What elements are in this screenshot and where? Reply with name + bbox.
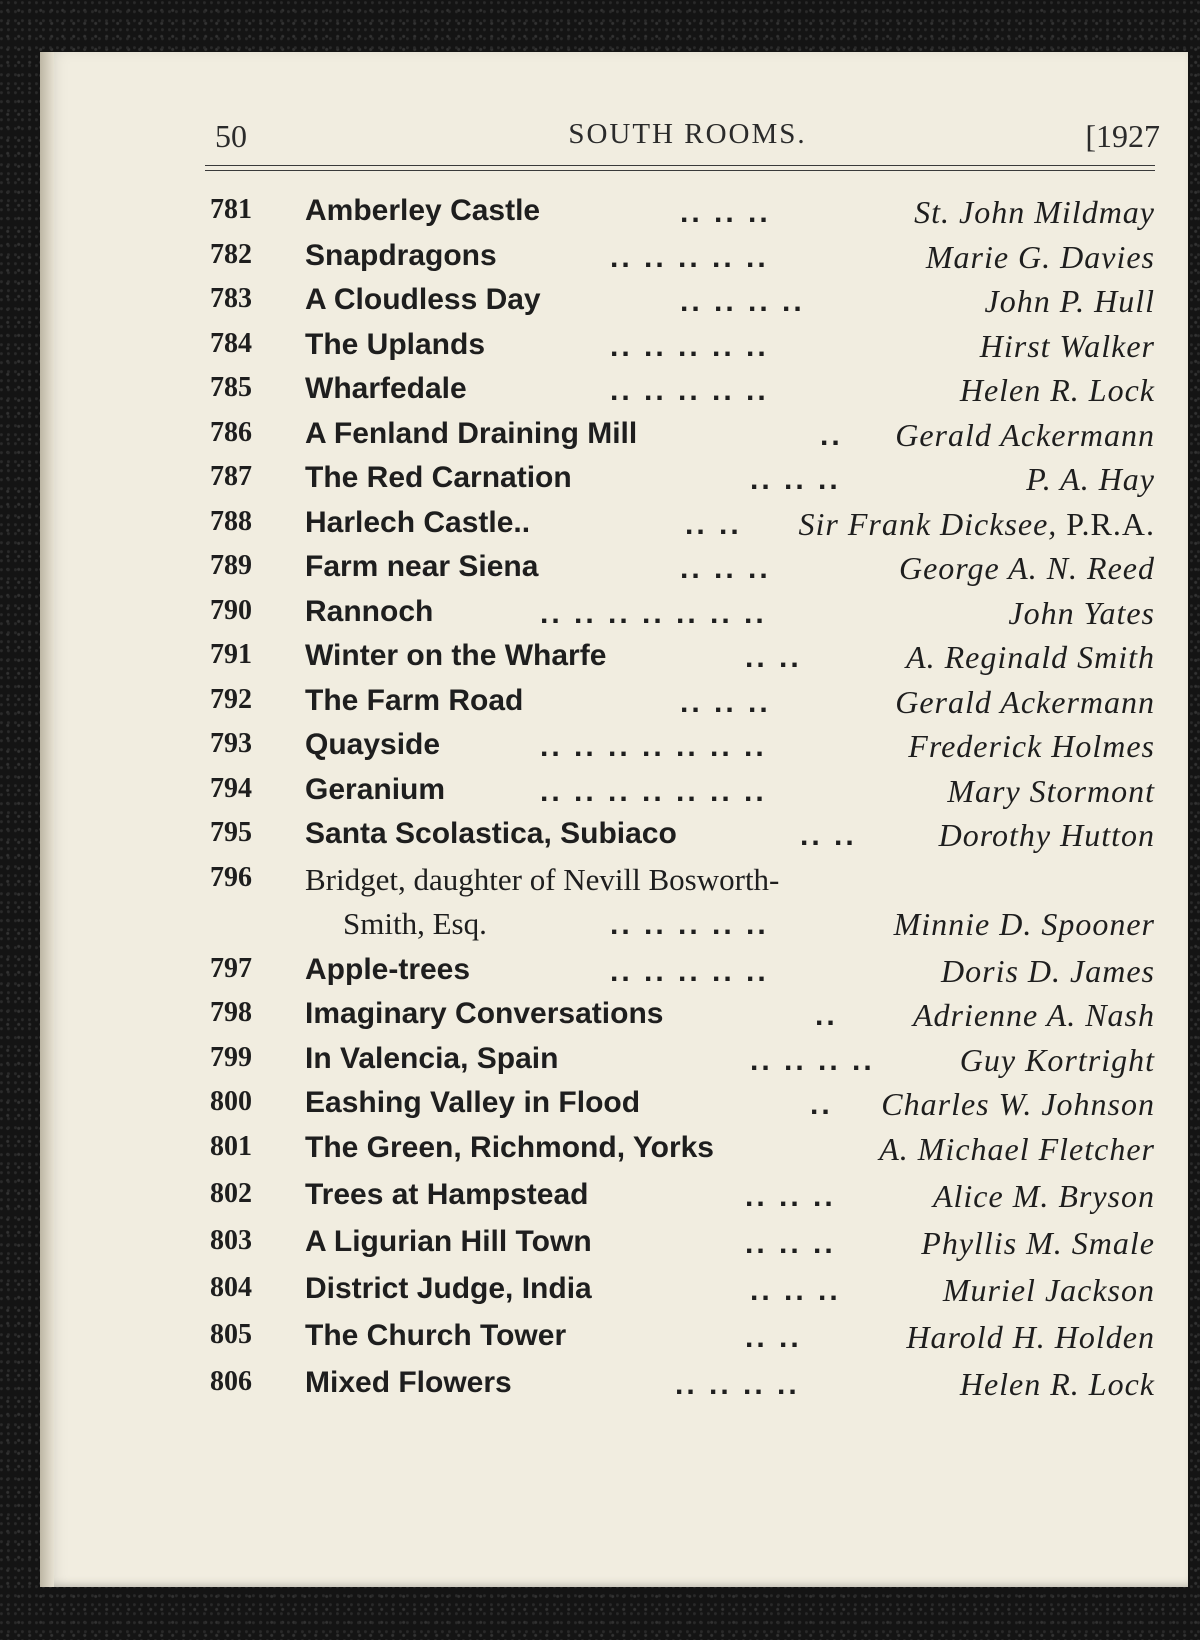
dot-leader: ..	[815, 999, 838, 1032]
catalogue-number: 785	[210, 372, 252, 403]
catalogue-number: 802	[210, 1177, 252, 1209]
dot-leader: .. .. ..	[750, 463, 841, 496]
artist-name	[798, 506, 1155, 543]
work-title: A Fenland Draining Mill	[305, 416, 638, 450]
dot-leader: .. .. ..	[745, 1179, 836, 1213]
dot-leader: .. ..	[745, 1320, 802, 1354]
artist-name	[894, 906, 1155, 943]
dot-leader: .. .. ..	[680, 196, 771, 229]
catalogue-number: 783	[210, 283, 252, 314]
artist-name	[906, 639, 1155, 676]
dot-leader: .. ..	[745, 641, 802, 674]
catalogue-number: 803	[210, 1224, 252, 1256]
artist-name-text: George A. N. Reed	[898, 550, 1155, 586]
dot-leader: .. .. .. .. .. .. ..	[540, 596, 767, 630]
catalogue-entry	[210, 862, 1155, 953]
catalogue-entry	[210, 550, 1155, 595]
dot-leader: .. ..	[685, 507, 742, 541]
catalogue-number: 804	[210, 1271, 252, 1303]
work-title: The Uplands	[305, 327, 486, 361]
catalogue-entry	[210, 773, 1155, 818]
work-title: Santa Scolastica, Subiaco	[305, 817, 677, 850]
catalogue-number: 791	[210, 639, 252, 670]
header-rule-top	[205, 165, 1155, 166]
artist-name	[906, 1319, 1155, 1356]
catalogue-number: 799	[210, 1041, 252, 1073]
work-title: Winter on the Wharfe	[305, 639, 607, 672]
catalogue-number: 795	[210, 817, 252, 848]
work-title: Eashing Valley in Flood	[305, 1086, 641, 1119]
artist-name	[980, 328, 1155, 365]
dot-leader: .. .. .. .. ..	[610, 374, 769, 407]
dot-leader: ..	[810, 1088, 833, 1121]
catalogue-number: 782	[210, 238, 252, 270]
page-number: 50	[215, 118, 247, 154]
artist-name-text: A. Michael Fletcher	[879, 1130, 1155, 1167]
work-title: A Cloudless Day	[305, 283, 541, 316]
dot-leader: .. .. .. .. ..	[610, 907, 769, 941]
artist-name-text: Muriel Jackson	[942, 1271, 1155, 1308]
dot-leader: .. ..	[800, 819, 857, 852]
catalogue-entry	[210, 283, 1155, 328]
work-title: Harlech Castle..	[305, 505, 531, 539]
catalogue-number: 805	[210, 1318, 252, 1350]
catalogue-entry	[210, 1225, 1155, 1272]
catalogue-entry	[210, 1319, 1155, 1366]
artist-name-text: Doris D. James	[941, 952, 1155, 989]
dot-leader: .. .. ..	[680, 552, 771, 585]
artist-name-text: Harold H. Holden	[906, 1318, 1155, 1355]
work-title: In Valencia, Spain	[305, 1041, 559, 1075]
catalogue-entry	[210, 817, 1155, 862]
artist-name-text: Charles W. Johnson	[881, 1086, 1155, 1122]
artist-name	[943, 1272, 1155, 1309]
artist-name	[960, 372, 1155, 409]
artist-name	[899, 550, 1155, 587]
work-title: Quayside	[305, 728, 441, 761]
catalogue-entry	[210, 1042, 1155, 1087]
catalogue-number: 801	[210, 1130, 252, 1162]
artist-name	[933, 1178, 1155, 1215]
artist-name-text: Helen R. Lock	[959, 1365, 1155, 1402]
artist-name-text: St. John Mildmay	[914, 194, 1155, 230]
work-title: Rannoch	[305, 594, 434, 628]
work-title: Snapdragons	[305, 238, 497, 272]
artist-name	[947, 773, 1155, 810]
catalogue-number: 806	[210, 1365, 252, 1397]
work-title-continued: Smith, Esq.	[343, 905, 487, 941]
artist-name-text: Gerald Ackermann	[895, 683, 1155, 720]
catalogue-number: 798	[210, 997, 252, 1028]
dot-leader: .. .. ..	[745, 1226, 836, 1260]
catalogue-entry	[210, 1178, 1155, 1225]
artist-name	[913, 997, 1155, 1034]
catalogue-entry	[210, 595, 1155, 640]
artist-name-text: Guy Kortright	[959, 1041, 1155, 1078]
artist-name	[895, 684, 1155, 721]
page-gutter	[40, 52, 54, 1587]
artist-name-text: Hirst Walker	[979, 327, 1155, 364]
catalogue-entry	[210, 1272, 1155, 1319]
artist-name	[1026, 461, 1155, 498]
artist-name-text: Alice M. Bryson	[932, 1177, 1155, 1214]
work-title: The Church Tower	[305, 1318, 567, 1352]
work-title: Apple-trees	[305, 952, 471, 986]
catalogue-entry	[210, 1366, 1155, 1413]
catalogue-number: 797	[210, 952, 252, 984]
catalogue-entry	[210, 1086, 1155, 1131]
artist-name-text: Dorothy Hutton	[938, 817, 1155, 853]
work-title: A Ligurian Hill Town	[305, 1224, 592, 1258]
catalogue-entry	[210, 372, 1155, 417]
catalogue-number: 784	[210, 327, 252, 359]
work-title: Mixed Flowers	[305, 1365, 512, 1399]
work-title: Geranium	[305, 772, 446, 806]
catalogue-number: 787	[210, 461, 252, 492]
artist-name	[921, 1225, 1155, 1262]
dot-leader: .. .. ..	[680, 685, 771, 719]
artist-name	[879, 1131, 1155, 1168]
dot-leader: .. .. .. .. .. .. ..	[540, 774, 767, 808]
catalogue-number: 786	[210, 416, 252, 448]
catalogue-entry	[210, 328, 1155, 373]
header-rule-bottom	[205, 170, 1155, 171]
work-title: Farm near Siena	[305, 550, 539, 583]
catalogue-entry	[210, 194, 1155, 239]
work-title: Imaginary Conversations	[305, 997, 664, 1030]
dot-leader: ..	[820, 418, 843, 452]
catalogue-entry	[210, 953, 1155, 998]
catalogue-number: 792	[210, 683, 252, 715]
artist-name	[960, 1366, 1155, 1403]
artist-name	[1008, 595, 1155, 632]
catalogue-entry	[210, 684, 1155, 729]
artist-name	[941, 953, 1155, 990]
catalogue-entry	[210, 639, 1155, 684]
year-marker: [1927	[1085, 118, 1160, 154]
catalogue-entry	[210, 1131, 1155, 1178]
catalogue-number: 793	[210, 728, 252, 759]
catalogue-entry	[210, 506, 1155, 551]
artist-name-text: Helen R. Lock	[959, 372, 1155, 408]
dot-leader: .. .. .. .. ..	[610, 240, 769, 274]
section-title: SOUTH ROOMS.	[568, 118, 807, 150]
catalogue-number: 781	[210, 194, 252, 225]
work-title: The Red Carnation	[305, 461, 572, 494]
catalogue-entry	[210, 728, 1155, 773]
artist-name-text: Marie G. Davies	[925, 238, 1155, 275]
artist-name-text: John Yates	[1008, 594, 1155, 631]
catalogue-number: 800	[210, 1086, 252, 1117]
catalogue-number: 788	[210, 505, 252, 537]
catalogue-number: 790	[210, 594, 252, 626]
catalogue-number: 789	[210, 550, 252, 581]
artist-name	[960, 1042, 1155, 1079]
artist-name-text: Minnie D. Spooner	[893, 905, 1155, 942]
catalogue-entry	[210, 997, 1155, 1042]
artist-name	[914, 194, 1155, 231]
artist-honours: P.R.A.	[1066, 505, 1155, 542]
artist-name	[908, 728, 1155, 765]
artist-name-text: Sir Frank Dicksee,	[798, 505, 1058, 542]
catalogue-entry	[210, 417, 1155, 462]
work-title: Trees at Hampstead	[305, 1177, 589, 1211]
work-title: The Green, Richmond, Yorks	[305, 1130, 714, 1164]
dot-leader: .. .. .. .. ..	[610, 329, 769, 363]
dot-leader: .. .. .. ..	[680, 285, 805, 318]
catalogue-entries	[210, 194, 1155, 1413]
running-head	[215, 118, 1160, 158]
artist-name	[881, 1086, 1155, 1123]
artist-name-text: A. Reginald Smith	[906, 639, 1155, 675]
catalogue-number: 794	[210, 772, 252, 804]
artist-name	[984, 283, 1155, 320]
work-title: Wharfedale	[305, 372, 467, 405]
catalogue-number: 796	[210, 861, 252, 893]
dot-leader: .. .. .. ..	[675, 1367, 800, 1401]
work-title: Bridget, daughter of Nevill Bosworth-	[305, 861, 780, 897]
artist-name	[895, 417, 1155, 454]
work-title: District Judge, India	[305, 1271, 592, 1305]
artist-name-text: Frederick Holmes	[908, 728, 1155, 764]
work-title: Amberley Castle	[305, 194, 541, 227]
artist-name-text: Mary Stormont	[947, 772, 1155, 809]
artist-name	[939, 817, 1155, 854]
dot-leader: .. .. .. ..	[750, 1043, 875, 1077]
artist-name	[926, 239, 1155, 276]
work-title: The Farm Road	[305, 683, 524, 717]
artist-name-text: Adrienne A. Nash	[912, 997, 1155, 1033]
dot-leader: .. .. .. .. .. .. ..	[540, 730, 767, 763]
catalogue-entry	[210, 461, 1155, 506]
artist-name-text: John P. Hull	[984, 283, 1155, 319]
artist-name-text: Gerald Ackermann	[895, 416, 1155, 453]
artist-name-text: P. A. Hay	[1026, 461, 1155, 497]
catalogue-entry	[210, 239, 1155, 284]
artist-name-text: Phyllis M. Smale	[921, 1224, 1155, 1261]
dot-leader: .. .. ..	[750, 1273, 841, 1307]
dot-leader: .. .. .. .. ..	[610, 954, 769, 988]
